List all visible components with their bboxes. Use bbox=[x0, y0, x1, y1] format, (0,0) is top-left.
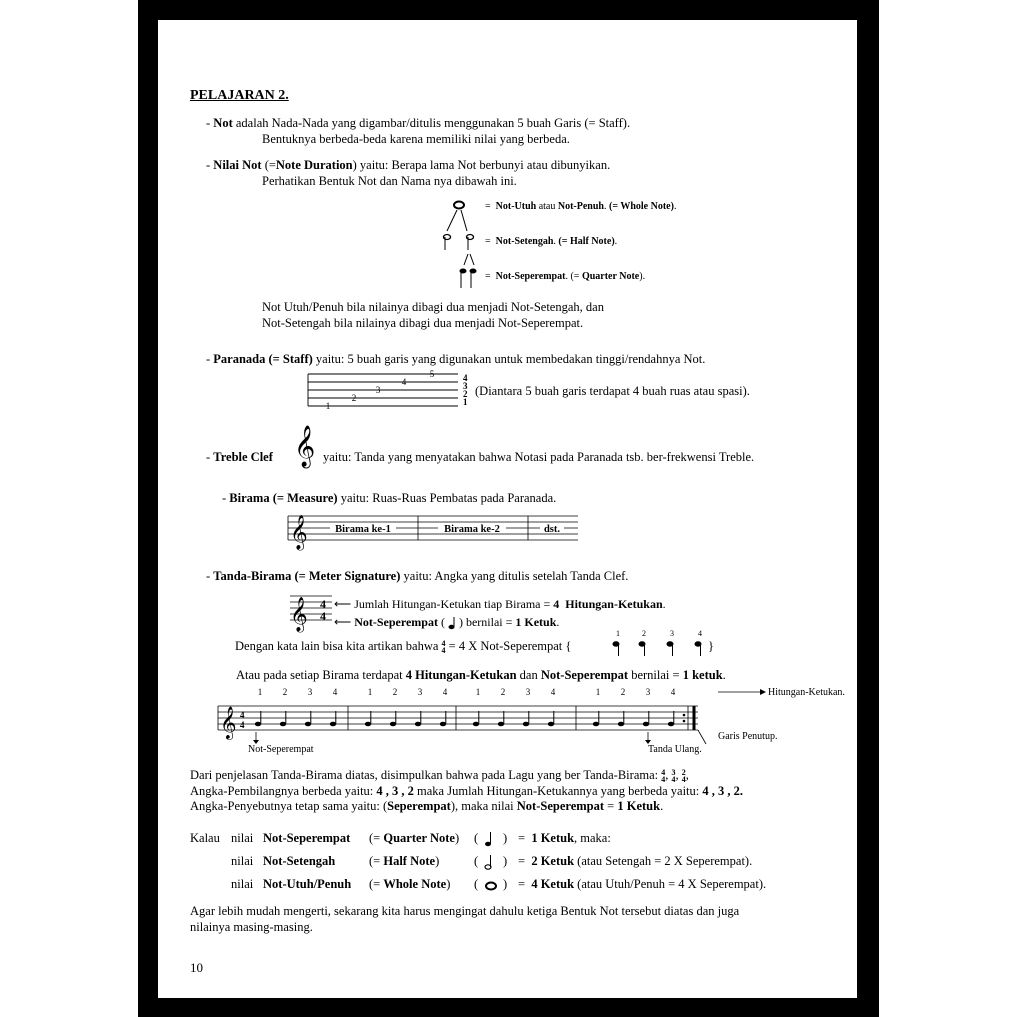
term-nilai-not: Nilai Not bbox=[213, 158, 262, 172]
beat-count-label: 3 bbox=[307, 687, 313, 697]
row-name: Not-Setengah bbox=[263, 854, 336, 868]
quarter-note-icon bbox=[280, 711, 286, 726]
row-value: = 4 Ketuk (atau Utuh/Penuh = 4 X Seperempat). bbox=[518, 877, 767, 891]
svg-text:4: 4 bbox=[698, 629, 702, 638]
whole-note-icon bbox=[454, 202, 464, 209]
row-eng: (= Whole Note) bbox=[369, 877, 451, 891]
division-text-1: Not Utuh/Penuh bila nilainya dibagi dua menjadi Not-Setengah, dan bbox=[262, 300, 604, 314]
row-paren-open: ( bbox=[474, 877, 479, 891]
line-number: 4 bbox=[401, 377, 407, 387]
label-hitungan-ketukan: Hitungan-Ketukan. bbox=[768, 687, 845, 698]
label-garis-penutup: Garis Penutup. bbox=[718, 731, 778, 742]
row-paren-open: ( bbox=[474, 831, 479, 845]
closing-line1: Agar lebih mudah mengerti, sekarang kita harus mengingat dahulu ketiga Bentuk Not tersebut diatas dan juga bbox=[190, 904, 740, 918]
svg-text:3: 3 bbox=[670, 629, 674, 638]
row-paren-open: ( bbox=[474, 854, 479, 868]
tree-branch-left bbox=[447, 210, 457, 231]
treble-clef-icon: 𝄞 bbox=[220, 706, 237, 739]
conclusion-line1: Dari penjelasan Tanda-Birama diatas, disimpulkan bahwa pada Lagu yang ber Tanda-Birama: 4 4, 3 4, 2 4, bbox=[190, 768, 689, 785]
term-note-duration: Note Duration bbox=[275, 158, 353, 172]
row-paren-close: ) bbox=[503, 854, 508, 868]
half-note-icon bbox=[484, 853, 494, 871]
quarter-note-icon bbox=[548, 711, 554, 726]
whole-note-icon bbox=[484, 876, 498, 894]
term-paranada: Paranada bbox=[213, 352, 266, 366]
nilai-not-text: ) yaitu: Berapa lama Not berbunyi atau dibunyikan. bbox=[352, 158, 611, 172]
quarter-note-icon bbox=[460, 269, 467, 289]
beat-count-label: 4 bbox=[550, 687, 556, 697]
repeat-dot bbox=[683, 714, 686, 717]
dengan-text: Dengan kata lain bisa kita artikan bahwa 4 4 = 4 X Not-Seperempat { bbox=[235, 639, 572, 656]
nilai-not-definition bbox=[206, 157, 610, 173]
quarter-note-icon bbox=[390, 711, 396, 726]
time-sig-bottom: 4 bbox=[240, 720, 245, 730]
quarter-note-icon bbox=[448, 616, 456, 630]
beat-count-label: 1 bbox=[595, 687, 601, 697]
quarter-note-icon bbox=[473, 711, 479, 726]
beat-count-label: 2 bbox=[392, 687, 398, 697]
space-number: 2 bbox=[463, 389, 468, 399]
quarter-note-icon bbox=[643, 711, 649, 726]
paranada-staff bbox=[308, 369, 478, 414]
row-value: = 2 Ketuk (atau Setengah = 2 X Seperempat). bbox=[518, 854, 753, 868]
nilai-label: nilai bbox=[231, 877, 254, 891]
treble-clef-icon: 𝄞 bbox=[294, 426, 316, 467]
line-number: 3 bbox=[375, 385, 381, 395]
beat-count-label: 2 bbox=[500, 687, 506, 697]
paren-open: (= bbox=[264, 158, 276, 172]
quarter-note-icon bbox=[255, 711, 261, 726]
beat-count-label: 2 bbox=[282, 687, 288, 697]
row-eng: (= Half Note) bbox=[369, 854, 440, 868]
not-definition-line2: Bentuknya berbeda-beda karena memiliki nilai yang berbeda. bbox=[262, 132, 570, 146]
quarter-note-icon bbox=[305, 711, 311, 726]
row-name: Not-Utuh/Penuh bbox=[263, 877, 352, 891]
beat-count-label: 4 bbox=[670, 687, 676, 697]
tree-branch-right bbox=[461, 210, 467, 231]
treble-clef-icon: 𝄞 bbox=[290, 515, 308, 550]
row-eng: (= Quarter Note) bbox=[369, 831, 460, 845]
atau-text: Atau pada setiap Birama terdapat 4 Hitungan-Ketukan dan Not-Seperempat bernilai = 1 ketuk. bbox=[236, 668, 726, 682]
document-page bbox=[158, 20, 857, 998]
time-sig-bottom: 4 bbox=[320, 609, 326, 623]
kalau-label: Kalau bbox=[190, 831, 220, 845]
not-definition-text: adalah Nada-Nada yang digambar/ditulis menggunakan 5 buah Garis (= Staff). bbox=[235, 116, 631, 130]
beat-count-label: 1 bbox=[367, 687, 373, 697]
svg-text:2: 2 bbox=[642, 629, 646, 638]
beat-count-label: 1 bbox=[475, 687, 481, 697]
line-number: 1 bbox=[325, 401, 331, 411]
page-title: PELAJARAN 2. bbox=[190, 88, 289, 103]
paranada-note: (Diantara 5 buah garis terdapat 4 buah ruas atau spasi). bbox=[475, 384, 750, 398]
svg-text:1: 1 bbox=[616, 629, 620, 638]
space-number: 3 bbox=[463, 381, 468, 391]
dengan-close-brace: } bbox=[708, 639, 714, 653]
half-note-icon bbox=[467, 235, 474, 251]
row-name: Not-Seperempat bbox=[263, 831, 351, 845]
tree-branch-right bbox=[470, 254, 474, 265]
birama-definition: - Birama (= Measure) yaitu: Ruas-Ruas Pembatas pada Paranada. bbox=[222, 491, 557, 505]
conclusion-line3: Angka-Penyebutnya tetap sama yaitu: (Seperempat), maka nilai Not-Seperempat = 1 Ketuk. bbox=[190, 799, 664, 813]
bullet-dash: - bbox=[206, 158, 211, 172]
meter-arrow-2: ⟵ Not-Seperempat ( ) bernilai = 1 Ketuk. bbox=[334, 615, 560, 629]
nilai-not-line2: Perhatikan Bentuk Not dan Nama nya dibawah ini. bbox=[262, 174, 517, 188]
meter-arrow-1: ⟵ Jumlah Hitungan-Ketukan tiap Birama = 4 Hitungan-Ketukan. bbox=[334, 597, 666, 611]
beat-count-label: 4 bbox=[442, 687, 448, 697]
label-tanda-ulang: Tanda Ulang. bbox=[648, 744, 702, 755]
quarter-note-icon bbox=[593, 711, 599, 726]
quarter-note-label: = Not-Seperempat. (= Quarter Note). bbox=[485, 271, 646, 282]
space-number: 1 bbox=[463, 397, 468, 407]
measure-label: dst. bbox=[543, 524, 561, 535]
half-note-icon bbox=[444, 235, 451, 251]
beat-count-label: 3 bbox=[525, 687, 531, 697]
treble-clef-icon: 𝄞 bbox=[290, 597, 308, 632]
bullet-dash: - bbox=[206, 116, 211, 130]
closing-line2: nilainya masing-masing. bbox=[190, 920, 313, 934]
beat-count-label: 3 bbox=[417, 687, 423, 697]
nilai-label: nilai bbox=[231, 831, 254, 845]
quarter-note-icon bbox=[618, 711, 624, 726]
beat-count-label: 4 bbox=[332, 687, 338, 697]
time-sig-top: 4 bbox=[320, 597, 326, 611]
quarter-note-icon bbox=[498, 711, 504, 726]
quarter-note-icon bbox=[470, 269, 477, 289]
line-number: 2 bbox=[351, 393, 357, 403]
quarter-note-icon bbox=[484, 830, 494, 848]
label-not-seperempat: Not-Seperempat bbox=[248, 744, 314, 755]
paranada-definition: - Paranada (= Staff) yaitu: 5 buah garis yang digunakan untuk membedakan tinggi/rendahnya Not. bbox=[206, 352, 706, 366]
page-number: 10 bbox=[190, 960, 203, 975]
row-value: = 1 Ketuk, maka: bbox=[518, 831, 611, 845]
quarter-note-icon bbox=[330, 711, 336, 726]
quarter-notes-group bbox=[612, 628, 732, 658]
measure-label: Birama ke-1 bbox=[335, 524, 391, 535]
repeat-dot bbox=[683, 720, 686, 723]
birama-staff bbox=[288, 510, 588, 550]
space-number: 4 bbox=[463, 373, 468, 383]
whole-note-label: = Not-Utuh atau Not-Penuh. (= Whole Note). bbox=[485, 201, 677, 212]
beat-count-label: 2 bbox=[620, 687, 626, 697]
quarter-note-icon bbox=[668, 711, 674, 726]
quarter-note-icon bbox=[415, 711, 421, 726]
line-number: 5 bbox=[429, 369, 435, 379]
quarter-note-icon bbox=[365, 711, 371, 726]
row-paren-close: ) bbox=[503, 877, 508, 891]
beat-count-label: 1 bbox=[257, 687, 263, 697]
note-tree-diagram bbox=[420, 196, 480, 296]
time-sig-top: 4 bbox=[240, 710, 245, 720]
term-not: Not bbox=[213, 116, 233, 130]
nilai-label: nilai bbox=[231, 854, 254, 868]
half-note-label: = Not-Setengah. (= Half Note). bbox=[485, 236, 618, 247]
quarter-note-icon bbox=[523, 711, 529, 726]
treble-clef-term: - Treble Clef bbox=[206, 450, 273, 464]
conclusion-line2: Angka-Pembilangnya berbeda yaitu: 4 , 3 , 2 maka Jumlah Hitungan-Ketukannya yang berbeda yaitu: 4 , 3 , 2. bbox=[190, 784, 743, 798]
not-definition bbox=[206, 115, 630, 131]
division-text-2: Not-Setengah bila nilainya dibagi dua menjadi Not-Seperempat. bbox=[262, 316, 584, 330]
tree-branch-left bbox=[464, 254, 468, 265]
beat-count-label: 3 bbox=[645, 687, 651, 697]
meter-signature-staff bbox=[288, 590, 338, 640]
tanda-birama-definition: - Tanda-Birama (= Meter Signature) yaitu: Angka yang ditulis setelah Tanda Clef. bbox=[206, 569, 629, 583]
treble-clef-text: yaitu: Tanda yang menyatakan bahwa Notasi pada Paranada tsb. ber-frekwensi Treble. bbox=[323, 450, 755, 464]
row-paren-close: ) bbox=[503, 831, 508, 845]
measure-label: Birama ke-2 bbox=[444, 524, 500, 535]
quarter-note-icon bbox=[440, 711, 446, 726]
